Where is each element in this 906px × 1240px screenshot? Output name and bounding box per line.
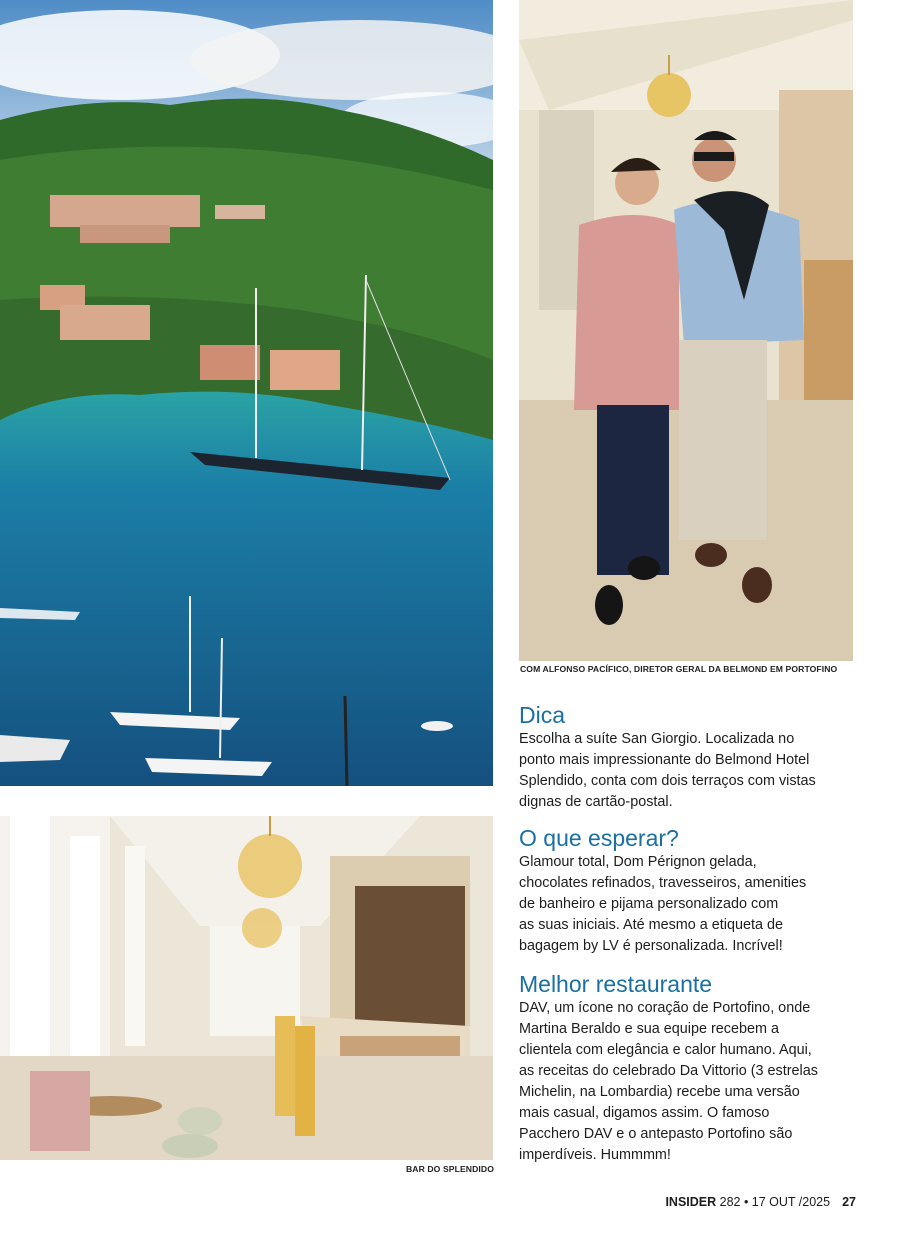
body-line: Michelin, na Lombardia) recebe uma versão [519,1084,800,1100]
section-o-que-esperar [519,824,859,957]
two-men-lobby-photo [519,0,853,661]
body-line: Splendido, conta com dois terraços com vistas [519,773,816,789]
issue-date: 282 • 17 OUT /2025 [716,1195,831,1209]
magazine-name: INSIDER [665,1195,717,1209]
section-heading-restaurante: Melhor restaurante [519,971,713,997]
body-line: DAV, um ícone no coração de Portofino, onde [519,1000,811,1016]
body-line: imperdíveis. Hummmm! [519,1147,671,1163]
section-dica [519,701,859,813]
page-folio [665,1195,856,1209]
section-heading-esperar: O que esperar? [519,825,679,851]
body-line: de banheiro e pijama personalizado com [519,896,779,912]
section-melhor-restaurante [519,970,859,1166]
body-line: clientela com elegância e calor humano. Aqui, [519,1042,812,1058]
photo-caption-bar: BAR DO SPLENDIDO [405,1164,494,1174]
section-body-esperar [519,852,859,957]
section-body-restaurante [519,998,859,1166]
page-number: 27 [842,1195,856,1209]
photo-caption-portrait: COM ALFONSO PACÍFICO, DIRETOR GERAL DA BELMOND EM PORTOFINO [520,664,838,674]
body-line: mais casual, digamos assim. O famoso [519,1105,770,1121]
splendido-bar-photo [0,816,493,1160]
body-line: Escolha a suíte San Giorgio. Localizada no [519,731,795,747]
body-line: Martina Beraldo e sua equipe recebem a [519,1021,779,1037]
section-heading-dica: Dica [519,702,566,728]
body-line: Glamour total, Dom Pérignon gelada, [519,854,757,870]
body-line: chocolates refinados, travesseiros, amenities [519,875,807,891]
section-body-dica [519,729,859,813]
body-line: bagagem by LV é personalizada. Incrível! [519,938,783,954]
body-line: dignas de cartão-postal. [519,794,673,810]
portofino-harbor-photo [0,0,493,786]
body-line: ponto mais impressionante do Belmond Hotel [519,752,810,768]
body-line: as suas iniciais. Até mesmo a etiqueta de [519,917,783,933]
body-line: Pacchero DAV e o antepasto Portofino são [519,1126,793,1142]
body-line: as receitas do celebrado Da Vittorio (3 estrelas [519,1063,818,1079]
